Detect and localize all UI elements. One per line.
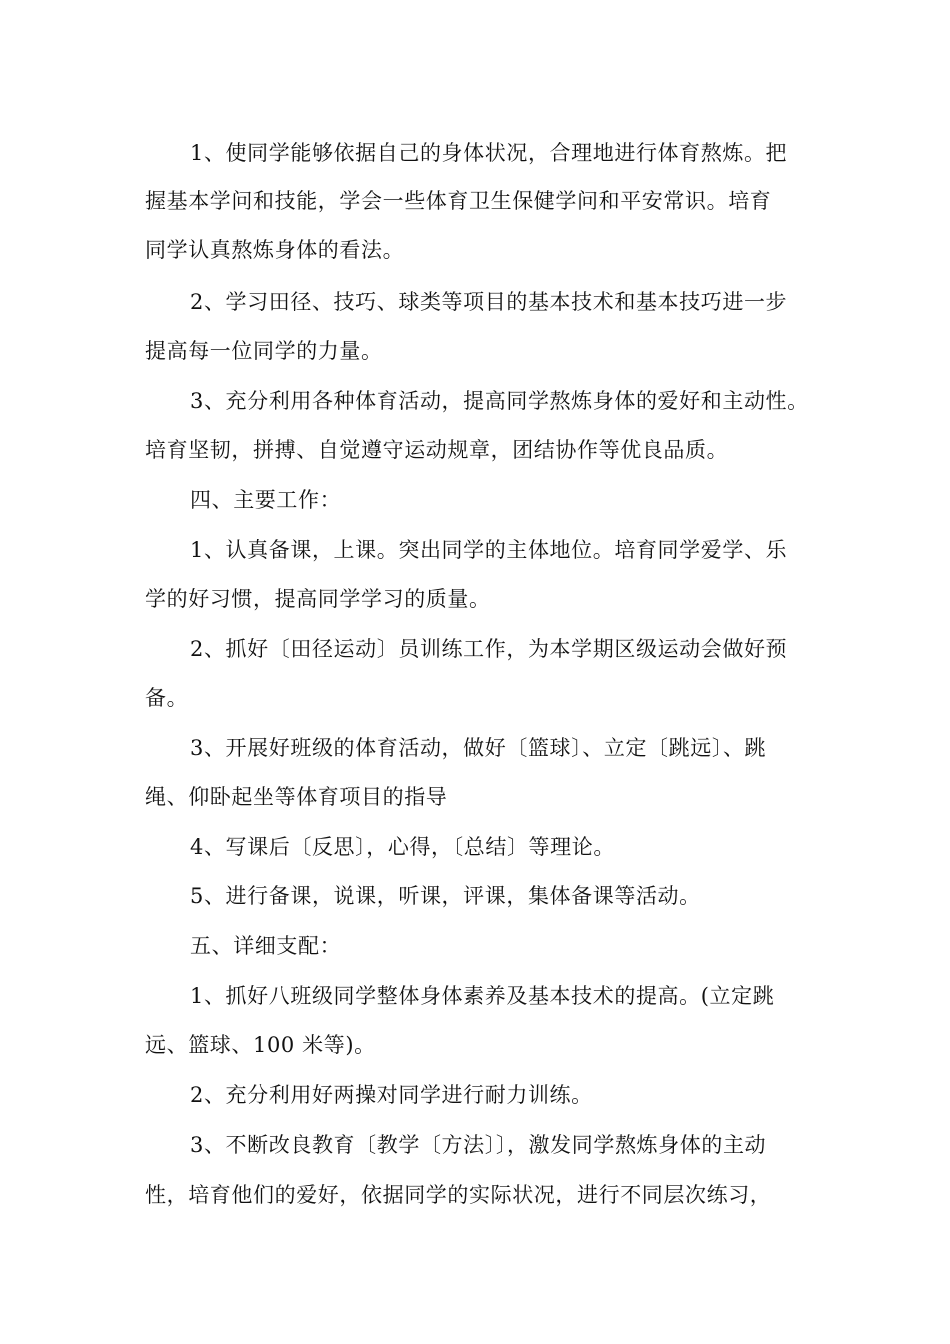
arrangement-1-line-1: 1、抓好八班级同学整体身体素养及基本技术的提高。(立定跳: [190, 984, 775, 1008]
arrangement-3-line-2: 性，培育他们的爱好，依据同学的实际状况，进行不同层次练习，: [145, 1183, 772, 1207]
work-5-line: 5、进行备课，说课，听课，评课，集体备课等活动。: [190, 884, 701, 908]
arrangement-3-line-1: 3、不断改良教育〔教学〔方法〕〕，激发同学熬炼身体的主动: [190, 1133, 767, 1157]
work-3-line-1: 3、开展好班级的体育活动，做好〔篮球〕、立定〔跳远〕、跳: [190, 736, 767, 760]
work-3-line-2: 绳、仰卧起坐等体育项目的指导: [145, 785, 448, 809]
goal-3-line-1: 3、充分利用各种体育活动，提高同学熬炼身体的爱好和主动性。: [190, 389, 809, 413]
work-2-line-2: 备。: [145, 686, 189, 710]
work-4-line: 4、写课后〔反思〕，心得，〔总结〕等理论。: [190, 835, 615, 859]
goal-3-line-2: 培育坚韧，拼搏、自觉遵守运动规章，团结协作等优良品质。: [145, 438, 729, 462]
work-1-line-2: 学的好习惯，提高同学学习的质量。: [145, 587, 491, 611]
work-1-line-1: 1、认真备课，上课。突出同学的主体地位。培育同学爱学、乐: [190, 538, 788, 562]
section-heading-main-work: 四、主要工作：: [190, 488, 342, 512]
goal-1-line-1: 1、使同学能够依据自己的身体状况，合理地进行体育熬炼。把: [190, 141, 788, 165]
goal-2-line-1: 2、学习田径、技巧、球类等项目的基本技术和基本技巧进一步: [190, 290, 788, 314]
arrangement-1-line-2: 远、篮球、100 米等)。: [145, 1033, 376, 1057]
arrangement-2-line: 2、充分利用好两操对同学进行耐力训练。: [190, 1083, 593, 1107]
section-heading-detailed-arrangement: 五、详细支配：: [190, 934, 342, 958]
work-2-line-1: 2、抓好〔田径运动〕员训练工作，为本学期区级运动会做好预: [190, 637, 788, 661]
goal-1-line-2: 握基本学问和技能，学会一些体育卫生保健学问和平安常识。培育: [145, 189, 772, 213]
goal-1-line-3: 同学认真熬炼身体的看法。: [145, 238, 405, 262]
goal-2-line-2: 提高每一位同学的力量。: [145, 339, 383, 363]
